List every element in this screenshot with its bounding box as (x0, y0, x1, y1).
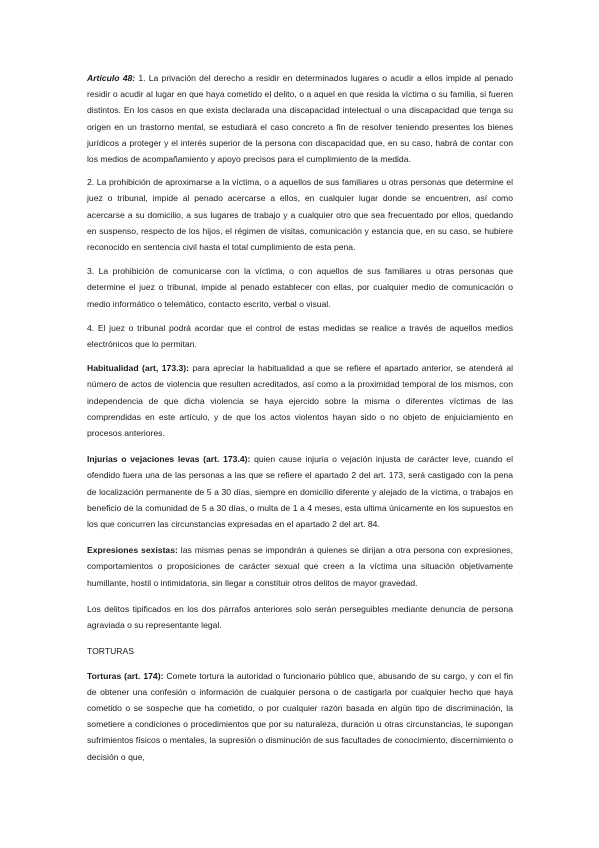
paragraph-lead: Habitualidad (art, 173.3): (87, 363, 190, 374)
paragraph-text: Los delitos tipificados en los dos párrafos anteriores solo serán perseguibles mediante denuncia de persona agraviada o su representante legal. (87, 603, 513, 631)
paragraph-torturas (87, 668, 513, 765)
paragraph-lead: Expresiones sexistas: (87, 545, 178, 556)
paragraph-lead: Torturas (art. 174): (87, 670, 164, 681)
paragraph-injurias (87, 451, 513, 532)
paragraph-text: 2. La prohibición de aproximarse a la víctima, o a aquellos de sus familiares u otras personas que determine el juez o tribunal, impide al penado acercarse a ellos, en cualquier lugar donde se encuentren, así como acercarse a su domicilio, a sus lugares de trabajo y a cualquier otro que sea frecuentado por ellos, quedando en suspenso, respecto de los hijos, el régimen de visitas, comunicación y estancia que, en su caso, se hubiere reconocido en sentencia civil hasta el total cumplimiento de esta pena. (87, 177, 513, 253)
paragraph-expresiones-sexistas (87, 542, 513, 591)
paragraph-lead: Artículo 48: (87, 73, 136, 83)
paragraph-text: Comete tortura la autoridad o funcionario público que, abusando de su cargo, y con el fin de obtener una confesión o información de cualquier persona o de castigarla por cualquier hecho que haya cometido o se sospeche que ha cometido, o por cualquier razón basada en algún tipo de discriminación, la sometiere a condiciones o procedimientos que por su naturaleza, duración u otras circunstancias, le supongan sufrimientos físicos o mentales, la supresión o disminución de sus facultades de conocimiento, discernimiento o decisión o que, (87, 670, 514, 762)
paragraph-text: 4. El juez o tribunal podrá acordar que el control de estas medidas se realice a través de aquellos medios electrónicos que lo permitan. (87, 322, 513, 350)
paragraph-text: 3. La prohibición de comunicarse con la víctima, o con aquellos de sus familiares u otras personas que determine el juez o tribunal, impide al penado establecer con ellas, por cualquier medio de comunicación o medio informático o telemático, contacto escrito, verbal o visual. (87, 266, 513, 309)
paragraph-articulo-48 (87, 70, 513, 167)
paragraph-text: las mismas penas se impondrán a quienes se dirijan a otra persona con expresiones, comportamientos o proposiciones de carácter sexual que creen a la víctima una situación objetivamente humillante, hostil o intimidatoria, sin llegar a constituir otros delitos de mayor gravedad. (87, 545, 513, 588)
paragraph-delitos-perseguibles (87, 601, 513, 633)
paragraph-lead: Injurias o vejaciones levas (art. 173.4): (87, 454, 251, 465)
section-heading-torturas: TORTURAS (87, 646, 134, 657)
paragraph-point-3 (87, 263, 513, 312)
paragraph-point-4 (87, 320, 513, 352)
paragraph-text: 1. La privación del derecho a residir en determinados lugares o acudir a ellos impide al penado residir o acudir al lugar en que haya cometido el delito, o a aquel en que resida la víctima o su familia, si fueren distintos. En los casos en que exista declarada una discapacidad intelectual o una discapacidad que tenga su origen en un trastorno mental, se estudiará el caso concreto a fin de resolver teniendo presentes los bienes jurídicos a proteger y el interés superior de la persona con discapacidad que, en su caso, habrá de contar con los medios de acompañamiento y apoyo precisos para el cumplimiento de la medida. (87, 73, 513, 165)
paragraph-text: quien cause injuria o vejación injusta de carácter leve, cuando el ofendido fuera una de las personas a las que se refiere el apartado 2 del art. 173, será castigado con la pena de localización permanente de 5 a 30 días, siempre en domicilio diferente y alejado de la víctima, o trabajos en beneficio de la comunidad de 5 a 30 días, o multa de 1 a 4 meses, esta ultima únicamente en los supuestos en los que concurren las circunstancias expresadas en el apartado 2 del art. 84. (87, 454, 513, 530)
paragraph-habitualidad (87, 360, 513, 441)
paragraph-text: para apreciar la habitualidad a que se refiere el apartado anterior, se atenderá al número de actos de violencia que resulten acreditados, así como a la proximidad temporal de los mismos, con independencia de que dicha violencia se haya ejercido sobre la misma o diferentes víctimas de las comprendidas en este artículo, y de que los actos violentos hayan sido o no objeto de enjuiciamiento en procesos anteriores. (87, 363, 514, 439)
paragraph-point-2 (87, 174, 513, 255)
